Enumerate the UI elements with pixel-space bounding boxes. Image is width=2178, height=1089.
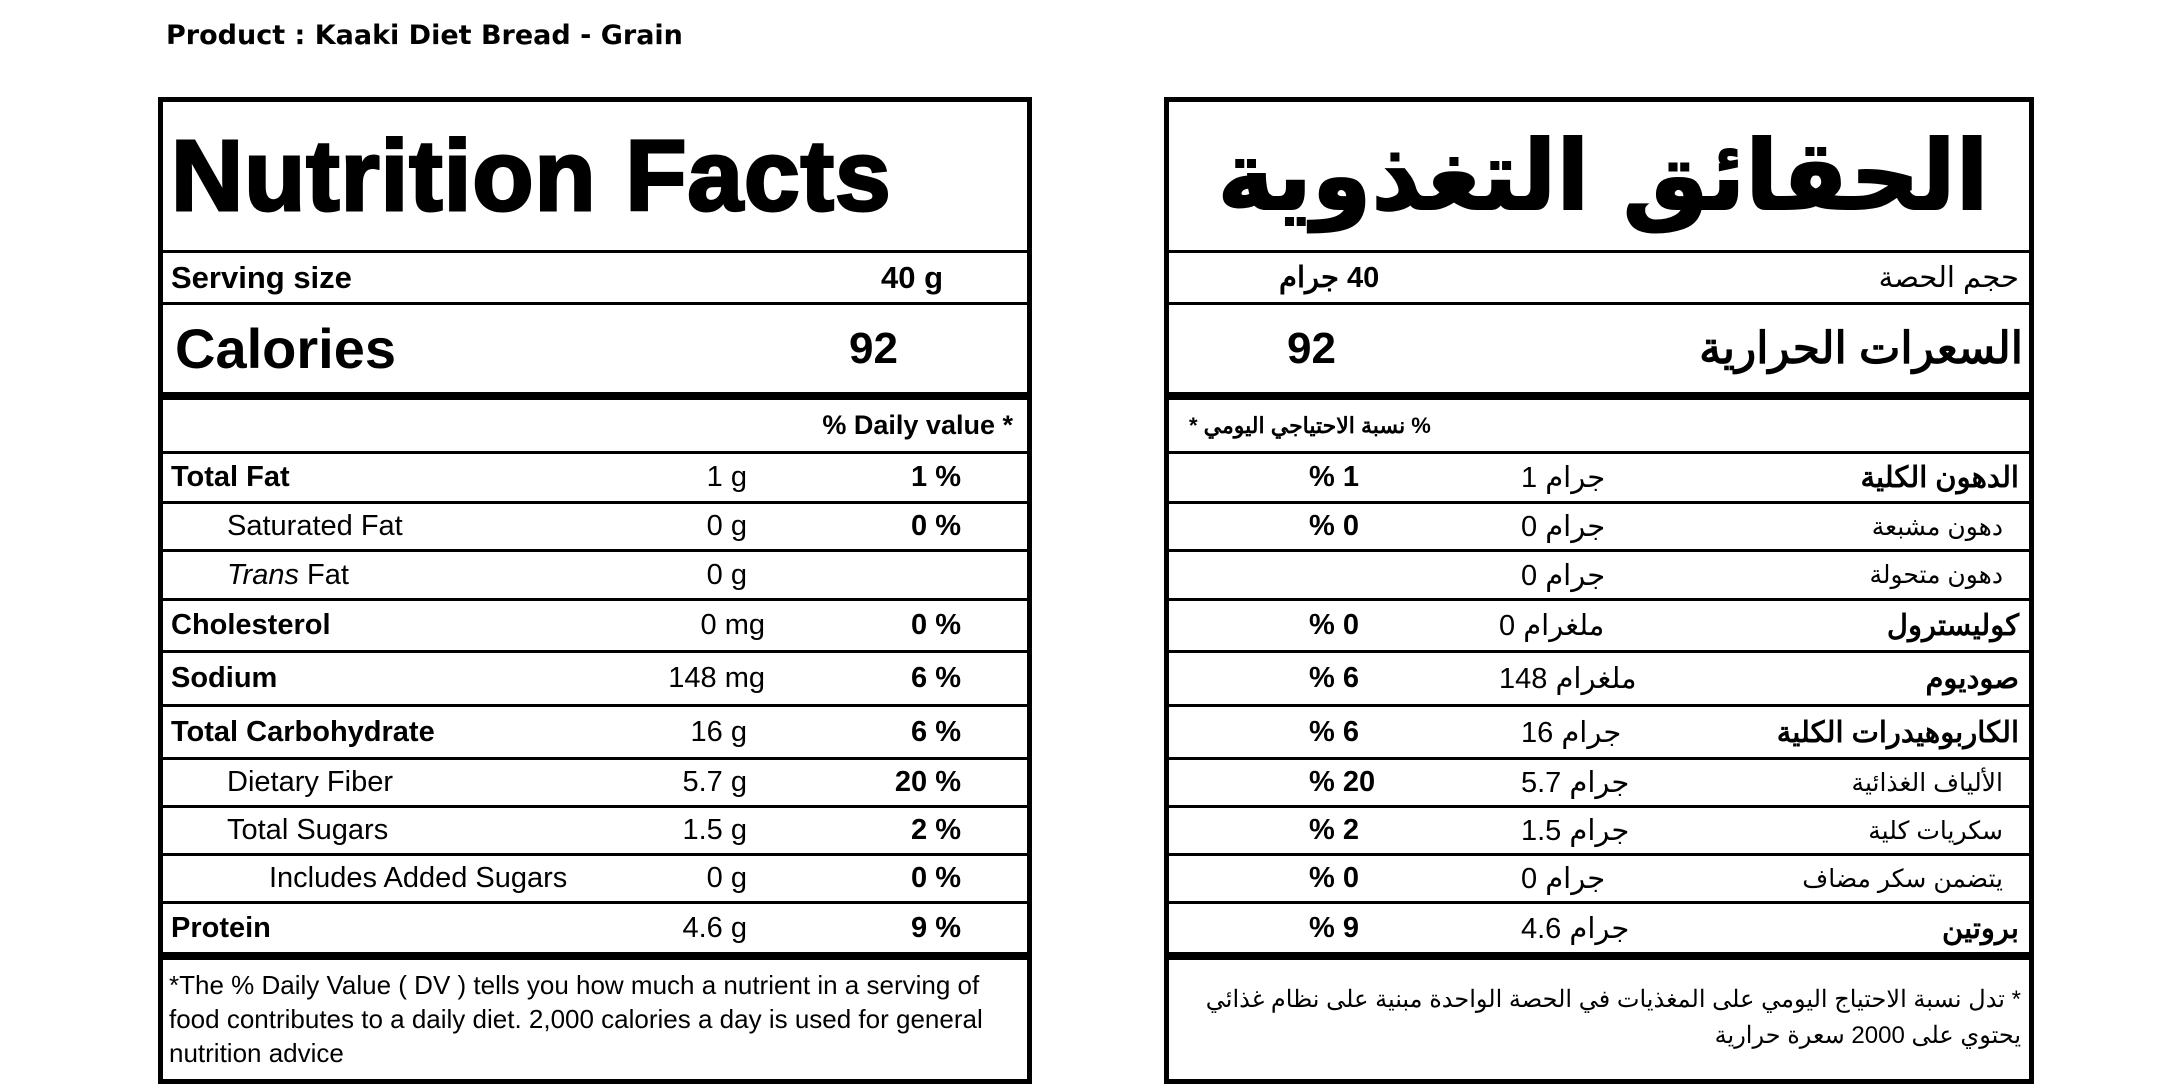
nutrient-row (1169, 904, 2029, 960)
calories-label: Calories (175, 317, 396, 380)
nutrient-pct: 1 % (911, 461, 961, 493)
nutrient-value: 5.7 جرام (1521, 767, 1630, 799)
nutrient-value: 1.5 جرام (1521, 815, 1630, 847)
nutrient-row (1169, 552, 2029, 601)
calories-value: 92 (849, 323, 898, 373)
serving-value: 40 جرام (1279, 262, 1380, 294)
footnote: *The % Daily Value ( DV ) tells you how much a nutrient in a serving of food contributes to a daily diet. 2,000 calories a day is used for general nutrition advice (169, 970, 983, 1068)
nutrient-pct: % 0 (1309, 510, 1359, 542)
nutrient-value: 16 g (690, 715, 747, 748)
nutrient-pct: % 2 (1309, 814, 1359, 846)
nutrient-pct: % 1 (1309, 461, 1359, 493)
nutrient-value: 1.5 g (682, 814, 747, 846)
nutrient-value: 148 mg (668, 662, 765, 694)
title: Nutrition Facts (171, 119, 892, 232)
nutrient-row (163, 760, 1027, 808)
nutrient-label: يتضمن سكر مضاف (1802, 864, 2003, 893)
nutrient-value: 4.6 g (682, 911, 747, 944)
nutrient-row (1169, 808, 2029, 856)
daily-value-header-row (1169, 400, 2029, 454)
nutrient-row (163, 552, 1027, 601)
nutrition-facts-english (158, 97, 1032, 1084)
nutrient-value: 16 جرام (1521, 716, 1622, 749)
nutrient-row (163, 904, 1027, 960)
product-name: Product : Kaaki Diet Bread - Grain (166, 20, 683, 51)
nutrient-value: 0 جرام (1521, 559, 1606, 592)
nutrient-value: 5.7 g (682, 766, 747, 798)
nutrient-value: 0 mg (700, 609, 765, 641)
nutrient-pct: 20 % (894, 766, 961, 798)
serving-label: حجم الحصة (1878, 262, 2019, 294)
serving-label: Serving size (171, 259, 352, 295)
nutrient-label: بروتين (1942, 912, 2019, 945)
nutrient-value: 1 جرام (1521, 462, 1606, 494)
nutrient-label: Cholesterol (171, 609, 331, 641)
trans-italic: Trans (227, 558, 299, 591)
daily-value-header-row (163, 400, 1027, 454)
nutrient-pct: % 6 (1309, 715, 1359, 748)
nutrient-label (227, 559, 349, 592)
nutrient-row (1169, 856, 2029, 904)
title-row (1169, 102, 2029, 253)
calories-label: السعرات الحرارية (1699, 324, 2023, 373)
serving-value: 40 g (881, 259, 944, 295)
calories-row (163, 305, 1027, 400)
footnote-row (1169, 960, 2029, 1079)
nutrient-label: Total Fat (171, 461, 290, 493)
nutrition-facts-arabic (1164, 97, 2034, 1084)
nutrient-label: الدهون الكلية (1860, 462, 2019, 494)
nutrient-row (163, 653, 1027, 707)
nutrient-label: Protein (171, 911, 271, 944)
nutrient-label: صوديوم (1925, 663, 2019, 695)
nutrient-label: الكاربوهيدرات الكلية (1776, 716, 2019, 749)
nutrient-label: الألياف الغذائية (1851, 768, 2003, 797)
nutrient-value: 4.6 جرام (1521, 912, 1630, 945)
nutrient-pct: % 0 (1309, 862, 1359, 894)
nutrient-row (1169, 760, 2029, 808)
title-row (163, 102, 1027, 253)
nutrient-value: 0 ملغرام (1499, 610, 1605, 642)
nutrient-row (1169, 653, 2029, 707)
nutrient-value: 0 جرام (1521, 863, 1606, 895)
serving-row (1169, 253, 2029, 305)
nutrient-pct: 6 % (911, 662, 961, 694)
nutrient-label: Sodium (171, 662, 278, 694)
nutrient-pct: 0 % (911, 862, 961, 894)
nutrient-label: Saturated Fat (227, 510, 403, 542)
nutrient-row (1169, 454, 2029, 504)
footnote-row (163, 960, 1027, 1079)
nutrient-value: 0 g (706, 510, 747, 542)
nutrient-value: 148 ملغرام (1499, 663, 1637, 695)
nutrient-row (163, 808, 1027, 856)
nutrient-pct: 9 % (911, 911, 961, 944)
daily-value-header: % نسبة الاحتياجي اليومي * (1189, 412, 1431, 438)
nutrient-row (163, 504, 1027, 552)
nutrient-pct: 0 % (911, 609, 961, 641)
nutrient-label: دهون مشبعة (1871, 512, 2003, 541)
nutrient-pct: % 6 (1309, 662, 1359, 694)
nutrient-value: 0 g (706, 558, 747, 591)
nutrient-row (163, 856, 1027, 904)
nutrient-label: Dietary Fiber (227, 766, 393, 798)
nutrient-label: سكريات كلية (1868, 816, 2003, 845)
calories-row (1169, 305, 2029, 400)
nutrient-pct: % 0 (1309, 609, 1359, 641)
nutrient-pct: % 20 (1309, 766, 1376, 798)
nutrient-value: 0 g (706, 862, 747, 894)
title: الحقائق التغذوية (1217, 120, 1989, 232)
nutrient-label: Total Carbohydrate (171, 715, 435, 748)
nutrient-value: 0 جرام (1521, 511, 1606, 543)
trans-suffix: Fat (298, 558, 349, 591)
nutrient-label: Total Sugars (227, 814, 389, 846)
footnote: * تدل نسبة الاحتياج اليومي على المغذيات في الحصة الواحدة مبنية على نظام غذائي يحتوي على 2000 سعرة حرارية (1205, 986, 2021, 1049)
nutrient-pct: 2 % (911, 814, 961, 846)
nutrient-label: دهون متحولة (1869, 561, 2003, 589)
nutrient-value: 1 g (706, 461, 747, 493)
calories-value: 92 (1287, 323, 1336, 373)
nutrient-pct: 6 % (911, 715, 961, 748)
nutrient-label: Includes Added Sugars (269, 862, 568, 894)
nutrient-row (1169, 504, 2029, 552)
nutrient-row (1169, 707, 2029, 760)
nutrient-row (163, 454, 1027, 504)
nutrient-pct: % 9 (1309, 911, 1359, 944)
daily-value-header: % Daily value * (822, 410, 1013, 440)
nutrient-row (163, 707, 1027, 760)
nutrient-row (163, 601, 1027, 653)
nutrient-pct: 0 % (911, 510, 961, 542)
nutrient-label: كوليسترول (1886, 610, 2019, 642)
nutrient-row (1169, 601, 2029, 653)
serving-row (163, 253, 1027, 305)
